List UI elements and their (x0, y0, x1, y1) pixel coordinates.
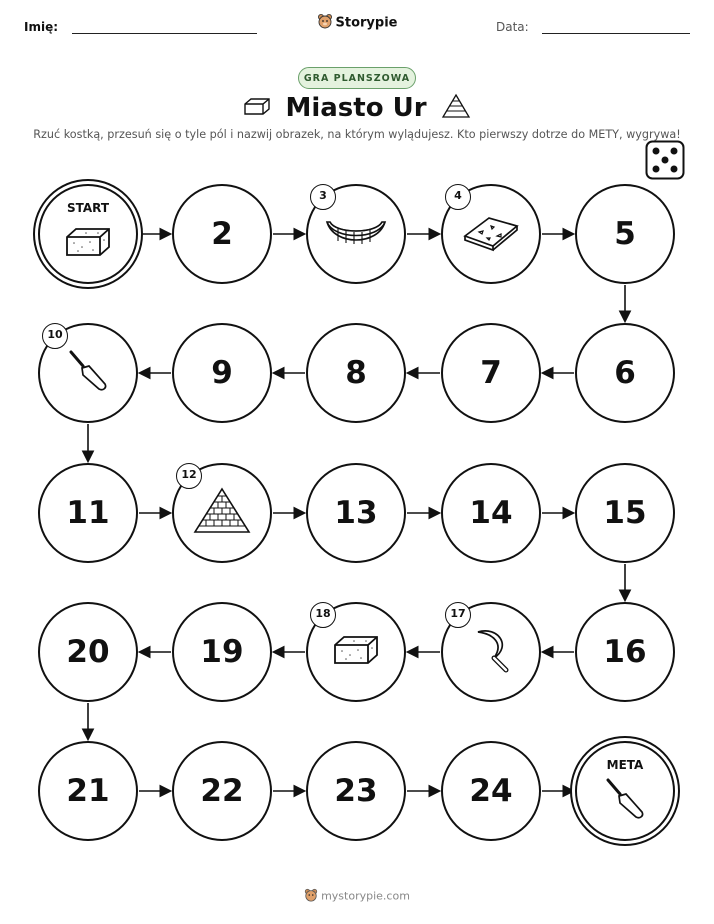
cell-number: 20 (66, 634, 110, 670)
tablet-icon (461, 212, 521, 256)
cell-number: 22 (200, 773, 244, 809)
board-cell-21 (38, 741, 138, 841)
board-cell-24 (441, 741, 541, 841)
cell-number-badge: 10 (42, 323, 68, 349)
trowel-icon (602, 776, 648, 826)
cell-number: 23 (334, 773, 378, 809)
cell-number: 19 (200, 634, 244, 670)
cell-number: 16 (603, 634, 647, 670)
cell-number: 13 (334, 495, 378, 531)
board-cell-16 (575, 602, 675, 702)
board-cell-10 (38, 323, 138, 423)
brick-icon (332, 633, 380, 671)
cell-number: 14 (469, 495, 513, 531)
footer (0, 888, 714, 905)
cell-number: 6 (614, 355, 636, 391)
board-cell-9 (172, 323, 272, 423)
board-cell-15 (575, 463, 675, 563)
cell-number-badge: 17 (445, 602, 471, 628)
cell-number: 7 (480, 355, 502, 391)
boat-icon (324, 214, 388, 254)
date-label: Data: (496, 20, 529, 34)
bear-icon (304, 888, 318, 905)
trowel-icon (65, 348, 111, 398)
sickle-icon (468, 624, 514, 680)
finish-label: META (606, 758, 644, 772)
start-label: START (66, 201, 110, 215)
board-cell-2 (172, 184, 272, 284)
board-cell-20 (38, 602, 138, 702)
cell-number: 11 (66, 495, 110, 531)
page-title: Miasto Ur (285, 93, 427, 123)
cell-number: 24 (469, 773, 513, 809)
cell-number-badge: 12 (176, 463, 202, 489)
ziggurat-icon (192, 486, 252, 540)
board-cell-finish (575, 741, 675, 841)
board-cell-5 (575, 184, 675, 284)
cell-number: 2 (211, 216, 233, 252)
cell-number: 9 (211, 355, 233, 391)
cell-number: 8 (345, 355, 367, 391)
board-cell-3 (306, 184, 406, 284)
board-cell-19 (172, 602, 272, 702)
cell-number: 5 (614, 216, 636, 252)
logo-text: Storypie (335, 15, 398, 31)
cell-number-badge: 3 (310, 184, 336, 210)
board-cell-22 (172, 741, 272, 841)
cell-number-badge: 4 (445, 184, 471, 210)
board-cell-13 (306, 463, 406, 563)
instructions: Rzuć kostką, przesuń się o tyle pól i nazwij obrazek, na którym wylądujesz. Kto pierwszy dotrze do METY, wygrywa! (33, 128, 681, 141)
board-cell-4 (441, 184, 541, 284)
board-cell-17 (441, 602, 541, 702)
cell-number: 15 (603, 495, 647, 531)
board-cell-23 (306, 741, 406, 841)
footer-url[interactable]: mystorypie.com (321, 889, 410, 903)
board-cell-14 (441, 463, 541, 563)
cell-number: 21 (66, 773, 110, 809)
board-cell-8 (306, 323, 406, 423)
brick-icon (64, 225, 112, 263)
board-cell-11 (38, 463, 138, 563)
board-cell-12 (172, 463, 272, 563)
board-cell-6 (575, 323, 675, 423)
name-label: Imię: (24, 20, 59, 34)
cell-number-badge: 18 (310, 602, 336, 628)
game-type-badge: GRA PLANSZOWA (298, 67, 416, 89)
board-cell-18 (306, 602, 406, 702)
board-cell-start (38, 184, 138, 284)
board-cell-7 (441, 323, 541, 423)
